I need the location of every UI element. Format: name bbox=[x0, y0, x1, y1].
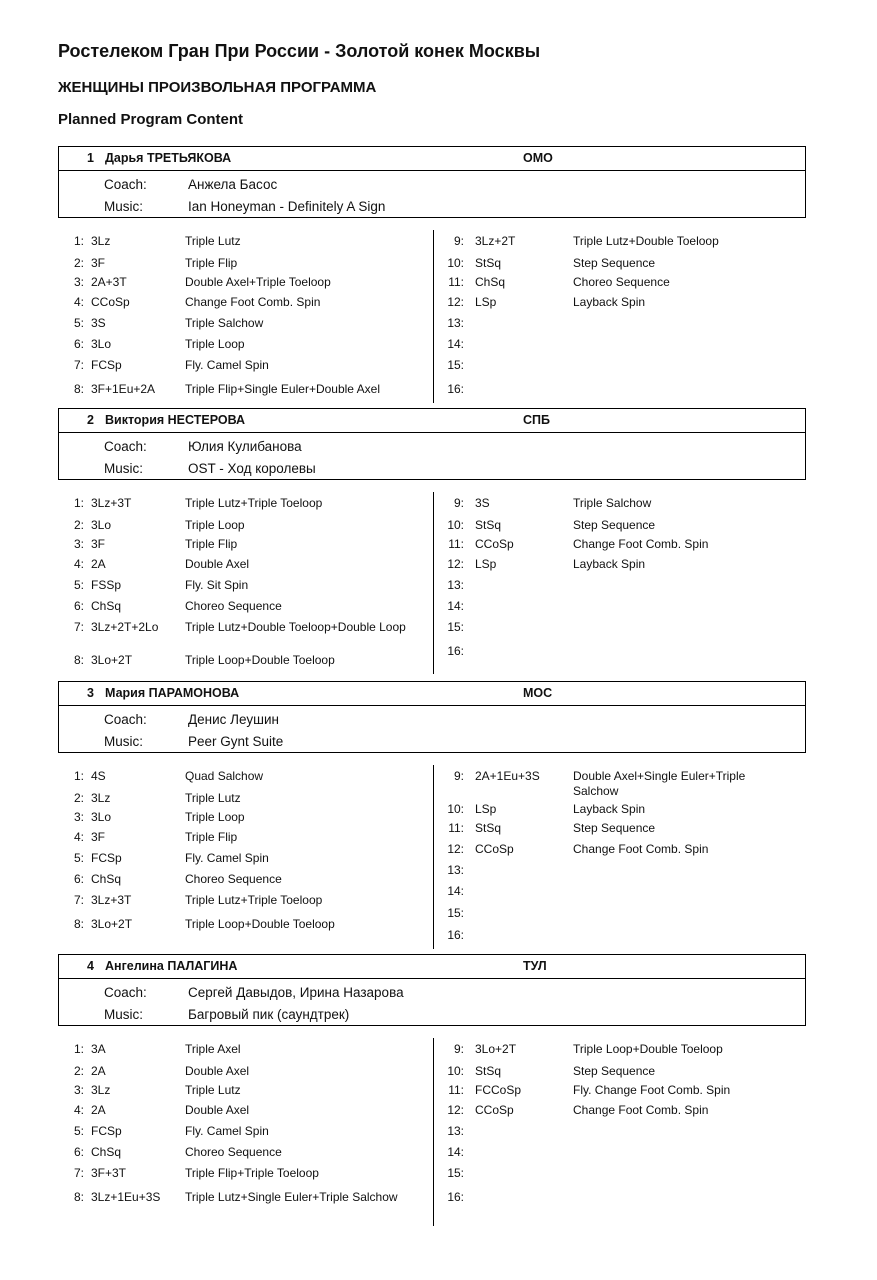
element-description: Step Sequence bbox=[573, 1064, 656, 1078]
skater-header-box bbox=[58, 681, 806, 753]
element-code: 3Lo bbox=[91, 337, 112, 351]
music-label: Music: bbox=[104, 1007, 144, 1022]
skater-name: Дарья ТРЕТЬЯКОВА bbox=[105, 151, 232, 165]
coach-label: Coach: bbox=[104, 712, 147, 727]
element-code: 3F+3T bbox=[91, 1166, 127, 1180]
element-description: Triple Loop+Double Toeloop bbox=[573, 1042, 723, 1056]
element-number: 12: bbox=[447, 295, 464, 309]
element-description: Triple Lutz+Double Toeloop bbox=[573, 234, 719, 248]
element-code: 4S bbox=[91, 769, 106, 783]
element-number: 4: bbox=[73, 557, 84, 571]
element-number: 11: bbox=[448, 537, 464, 551]
element-number: 7: bbox=[73, 893, 84, 907]
header-divider bbox=[59, 170, 805, 171]
element-number: 3: bbox=[73, 275, 84, 289]
element-number: 9: bbox=[453, 1042, 464, 1056]
element-code: ChSq bbox=[91, 599, 122, 613]
element-description: Triple Loop+Double Toeloop bbox=[185, 653, 335, 667]
element-description: Fly. Sit Spin bbox=[185, 578, 249, 592]
element-number: 8: bbox=[73, 382, 84, 396]
element-code: LSp bbox=[475, 295, 497, 309]
element-code: FCSp bbox=[91, 1124, 122, 1138]
coach-value: Анжела Басос bbox=[188, 177, 278, 192]
element-description: Change Foot Comb. Spin bbox=[185, 295, 321, 309]
element-number: 5: bbox=[73, 1124, 84, 1138]
element-description: Triple Flip+Single Euler+Double Axel bbox=[185, 382, 380, 396]
element-number: 13: bbox=[447, 1124, 464, 1138]
coach-label: Coach: bbox=[104, 177, 147, 192]
element-number: 11: bbox=[448, 275, 464, 289]
element-code: 3F+1Eu+2A bbox=[91, 382, 156, 396]
element-description: Triple Flip+Triple Toeloop bbox=[185, 1166, 319, 1180]
element-number: 12: bbox=[447, 557, 464, 571]
element-number: 6: bbox=[73, 872, 84, 886]
element-number: 2: bbox=[73, 1064, 84, 1078]
element-description: Triple Lutz+Double Toeloop+Double Loop bbox=[185, 620, 406, 634]
element-code: 3S bbox=[91, 316, 106, 330]
coach-label: Coach: bbox=[104, 439, 147, 454]
element-number: 16: bbox=[447, 928, 464, 942]
element-description: Triple Salchow bbox=[573, 496, 652, 510]
element-description: Triple Lutz bbox=[185, 791, 241, 805]
element-description: Triple Loop bbox=[185, 810, 245, 824]
element-code: 3Lo+2T bbox=[475, 1042, 517, 1056]
element-description: Triple Loop bbox=[185, 518, 245, 532]
element-code: LSp bbox=[475, 557, 497, 571]
element-number: 13: bbox=[447, 316, 464, 330]
element-number: 13: bbox=[447, 578, 464, 592]
element-number: 4: bbox=[73, 1103, 84, 1117]
element-number: 1: bbox=[73, 769, 84, 783]
element-code: CCoSp bbox=[475, 842, 514, 856]
element-number: 6: bbox=[73, 599, 84, 613]
element-number: 2: bbox=[73, 256, 84, 270]
element-code: 3Lo bbox=[91, 810, 112, 824]
element-code: CCoSp bbox=[475, 537, 514, 551]
element-code: LSp bbox=[475, 802, 497, 816]
header-divider bbox=[59, 432, 805, 433]
element-code: FCSp bbox=[91, 851, 122, 865]
element-description: Change Foot Comb. Spin bbox=[573, 537, 709, 551]
element-description: Step Sequence bbox=[573, 821, 656, 835]
element-number: 7: bbox=[73, 358, 84, 372]
element-description: Layback Spin bbox=[573, 557, 646, 571]
coach-value: Денис Леушин bbox=[188, 712, 279, 727]
element-number: 14: bbox=[447, 599, 464, 613]
element-number: 16: bbox=[447, 644, 464, 658]
element-number: 8: bbox=[73, 1190, 84, 1204]
element-code: 3Lz+2T+2Lo bbox=[91, 620, 159, 634]
element-code: ChSq bbox=[91, 872, 122, 886]
element-number: 15: bbox=[447, 358, 464, 372]
element-number: 3: bbox=[73, 1083, 84, 1097]
element-code: 3Lz+3T bbox=[91, 496, 132, 510]
element-description: Double Axel+Triple Toeloop bbox=[185, 275, 331, 289]
element-description: Triple Loop bbox=[185, 337, 245, 351]
element-code: 2A bbox=[91, 1064, 106, 1078]
element-number: 9: bbox=[453, 496, 464, 510]
document-title: Ростелеком Гран При России - Золотой конек Москвы bbox=[58, 41, 541, 61]
element-description: Double Axel bbox=[185, 1064, 250, 1078]
element-number: 16: bbox=[447, 382, 464, 396]
element-code: 3Lo+2T bbox=[91, 917, 133, 931]
element-code: StSq bbox=[475, 256, 502, 270]
element-number: 8: bbox=[73, 653, 84, 667]
element-number: 4: bbox=[73, 295, 84, 309]
element-description: Choreo Sequence bbox=[185, 1145, 282, 1159]
element-code: 3Lz+1Eu+3S bbox=[91, 1190, 161, 1204]
element-description: Fly. Change Foot Comb. Spin bbox=[573, 1083, 731, 1097]
element-number: 1: bbox=[73, 496, 84, 510]
element-description: Triple Lutz bbox=[185, 234, 241, 248]
skater-club: МОС bbox=[523, 686, 553, 700]
skater-name: Ангелина ПАЛАГИНА bbox=[105, 959, 238, 973]
element-number: 7: bbox=[73, 620, 84, 634]
element-code: FSSp bbox=[91, 578, 122, 592]
element-description: Triple Flip bbox=[185, 537, 238, 551]
element-code: 3Lz bbox=[91, 234, 111, 248]
element-number: 6: bbox=[73, 1145, 84, 1159]
music-value: Peer Gynt Suite bbox=[188, 734, 284, 749]
element-number: 9: bbox=[453, 769, 464, 783]
coach-label: Coach: bbox=[104, 985, 147, 1000]
skater-number: 2 bbox=[87, 413, 94, 427]
element-code: 2A bbox=[91, 1103, 106, 1117]
element-code: CCoSp bbox=[91, 295, 130, 309]
element-code: 3F bbox=[91, 537, 106, 551]
element-description: Triple Flip bbox=[185, 256, 238, 270]
element-code: StSq bbox=[475, 518, 502, 532]
element-number: 13: bbox=[447, 863, 464, 877]
element-code: 3Lz+3T bbox=[91, 893, 132, 907]
element-description: Double Axel bbox=[185, 557, 250, 571]
element-description: Layback Spin bbox=[573, 802, 646, 816]
element-code: CCoSp bbox=[475, 1103, 514, 1117]
element-description: Triple Loop+Double Toeloop bbox=[185, 917, 335, 931]
music-label: Music: bbox=[104, 199, 144, 214]
element-number: 8: bbox=[73, 917, 84, 931]
element-description: Double Axel bbox=[185, 1103, 250, 1117]
skater-number: 1 bbox=[87, 151, 94, 165]
element-number: 12: bbox=[447, 842, 464, 856]
element-description: Triple Axel bbox=[185, 1042, 241, 1056]
element-number: 3: bbox=[73, 537, 84, 551]
music-label: Music: bbox=[104, 734, 144, 749]
element-description: Triple Lutz+Single Euler+Triple Salchow bbox=[185, 1190, 398, 1204]
element-code: StSq bbox=[475, 821, 502, 835]
element-code: 3F bbox=[91, 830, 106, 844]
music-value: Багровый пик (саундтрек) bbox=[188, 1007, 350, 1022]
music-value: Ian Honeyman - Definitely A Sign bbox=[188, 199, 386, 214]
element-number: 11: bbox=[448, 821, 464, 835]
element-number: 10: bbox=[447, 802, 464, 816]
element-number: 2: bbox=[73, 791, 84, 805]
element-number: 5: bbox=[73, 316, 84, 330]
element-description: Change Foot Comb. Spin bbox=[573, 1103, 709, 1117]
skater-club: СПБ bbox=[523, 413, 550, 427]
element-code: 2A+3T bbox=[91, 275, 127, 289]
music-value: OST - Ход королевы bbox=[188, 461, 316, 476]
element-description: Quad Salchow bbox=[185, 769, 264, 783]
element-code: 3Lz+2T bbox=[475, 234, 516, 248]
header-divider bbox=[59, 705, 805, 706]
element-number: 1: bbox=[73, 234, 84, 248]
element-number: 10: bbox=[447, 518, 464, 532]
element-code: 3S bbox=[475, 496, 490, 510]
coach-value: Сергей Давыдов, Ирина Назарова bbox=[188, 985, 404, 1000]
element-number: 14: bbox=[447, 884, 464, 898]
coach-value: Юлия Кулибанова bbox=[188, 439, 302, 454]
element-number: 2: bbox=[73, 518, 84, 532]
element-number: 14: bbox=[447, 1145, 464, 1159]
skater-number: 4 bbox=[87, 959, 94, 973]
element-description: Fly. Camel Spin bbox=[185, 851, 269, 865]
element-code: 2A+1Eu+3S bbox=[475, 769, 540, 783]
element-number: 15: bbox=[447, 906, 464, 920]
element-number: 15: bbox=[447, 1166, 464, 1180]
element-number: 16: bbox=[447, 1190, 464, 1204]
element-number: 5: bbox=[73, 578, 84, 592]
skater-header-box bbox=[58, 408, 806, 480]
element-code: 3Lo+2T bbox=[91, 653, 133, 667]
skater-name: Виктория НЕСТЕРОВА bbox=[105, 413, 246, 427]
element-description: Triple Lutz+Triple Toeloop bbox=[185, 893, 323, 907]
element-code: StSq bbox=[475, 1064, 502, 1078]
element-description: Double Axel+Single Euler+Triple Salchow bbox=[573, 769, 746, 798]
element-description: Choreo Sequence bbox=[185, 872, 282, 886]
section-heading: Planned Program Content bbox=[58, 111, 244, 128]
skater-number: 3 bbox=[87, 686, 94, 700]
element-code: ChSq bbox=[91, 1145, 122, 1159]
element-code: 3Lo bbox=[91, 518, 112, 532]
element-description: Step Sequence bbox=[573, 518, 656, 532]
element-code: 3A bbox=[91, 1042, 106, 1056]
element-number: 10: bbox=[447, 1064, 464, 1078]
element-number: 9: bbox=[453, 234, 464, 248]
element-description: Fly. Camel Spin bbox=[185, 1124, 269, 1138]
element-number: 5: bbox=[73, 851, 84, 865]
element-description: Fly. Camel Spin bbox=[185, 358, 269, 372]
element-number: 10: bbox=[447, 256, 464, 270]
element-number: 4: bbox=[73, 830, 84, 844]
skater-header-box bbox=[58, 146, 806, 218]
element-number: 6: bbox=[73, 337, 84, 351]
element-number: 12: bbox=[447, 1103, 464, 1117]
element-description: Triple Lutz+Triple Toeloop bbox=[185, 496, 323, 510]
element-code: 3Lz bbox=[91, 791, 111, 805]
element-description: Step Sequence bbox=[573, 256, 656, 270]
element-number: 11: bbox=[448, 1083, 464, 1097]
element-number: 3: bbox=[73, 810, 84, 824]
element-number: 7: bbox=[73, 1166, 84, 1180]
element-description: Layback Spin bbox=[573, 295, 646, 309]
element-code: FCCoSp bbox=[475, 1083, 522, 1097]
element-description: Change Foot Comb. Spin bbox=[573, 842, 709, 856]
element-code: 3Lz bbox=[91, 1083, 111, 1097]
element-code: FCSp bbox=[91, 358, 122, 372]
element-code: 2A bbox=[91, 557, 106, 571]
skater-club: ОМО bbox=[523, 151, 553, 165]
element-description: Triple Lutz bbox=[185, 1083, 241, 1097]
header-divider bbox=[59, 978, 805, 979]
element-number: 15: bbox=[447, 620, 464, 634]
element-description: Triple Flip bbox=[185, 830, 238, 844]
element-number: 1: bbox=[73, 1042, 84, 1056]
element-number: 14: bbox=[447, 337, 464, 351]
element-code: ChSq bbox=[475, 275, 506, 289]
skater-header-box bbox=[58, 954, 806, 1026]
music-label: Music: bbox=[104, 461, 144, 476]
element-description: Choreo Sequence bbox=[185, 599, 282, 613]
element-code: 3F bbox=[91, 256, 106, 270]
column-divider bbox=[433, 765, 434, 949]
event-subtitle: ЖЕНЩИНЫ ПРОИЗВОЛЬНАЯ ПРОГРАММА bbox=[58, 79, 377, 96]
element-description: Triple Salchow bbox=[185, 316, 264, 330]
skater-name: Мария ПАРАМОНОВА bbox=[105, 686, 240, 700]
element-description: Choreo Sequence bbox=[573, 275, 670, 289]
skater-club: ТУЛ bbox=[523, 959, 547, 973]
